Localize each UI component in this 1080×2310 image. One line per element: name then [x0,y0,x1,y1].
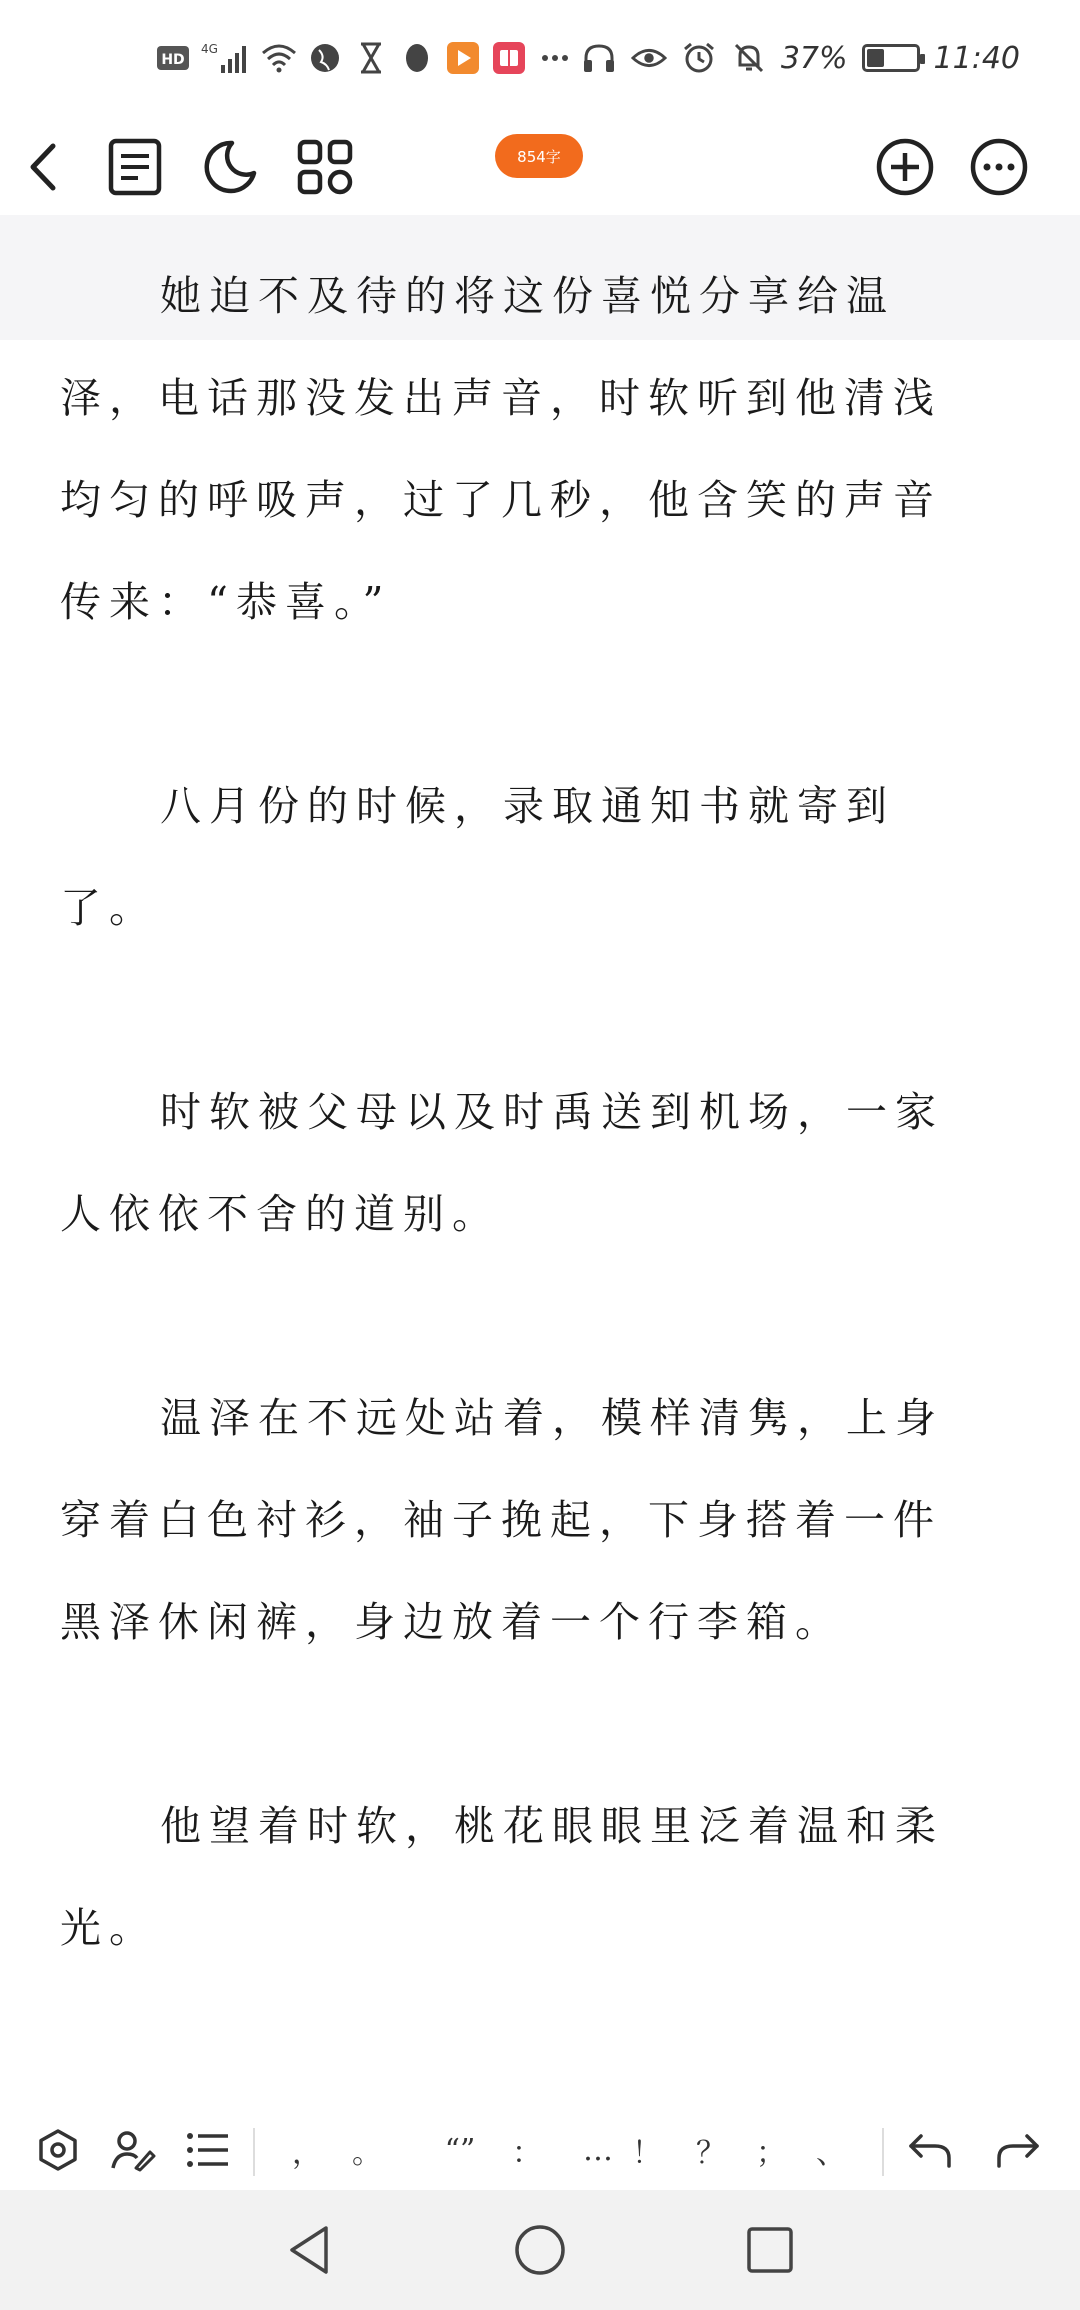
paragraph[interactable]: 八月份的时候，录取通知书就寄到了。 [60,782,895,932]
moon-icon [202,139,258,195]
punct-colon-button[interactable]: ： [512,2136,542,2171]
reader-app-icon [491,40,527,76]
nav-home-button[interactable] [510,2220,570,2280]
punct-question-button[interactable]: ？ [696,2136,726,2171]
list-icon [186,2130,230,2170]
back-arrow-icon [23,142,63,192]
status-right-icons [581,40,1020,76]
redo-icon [995,2132,1041,2168]
status-bar [0,0,1080,120]
signal-icon [201,40,251,76]
document-icon [108,138,162,196]
svg-text:HD: HD [161,52,185,68]
punct-semicolon-button[interactable]: ； [756,2136,786,2171]
hd-icon [155,40,191,76]
night-mode-button[interactable] [195,132,265,202]
more-notifications-icon [537,40,573,76]
hexagon-settings-icon [36,2128,80,2172]
square-recents-icon [740,2220,800,2280]
grid-menu-button[interactable] [290,132,360,202]
wifi-icon [261,40,297,76]
globe-icon [307,40,343,76]
battery-percent: 37% [780,40,848,76]
plus-circle-icon [875,137,935,197]
outline-button[interactable] [100,132,170,202]
undo-icon [907,2132,953,2168]
add-button[interactable] [870,132,940,202]
alarm-icon [681,40,717,76]
undo-button[interactable] [900,2120,960,2180]
punct-quotes-button[interactable]: “” [444,2132,476,2168]
paragraph[interactable]: 他望着时软，桃花眼眼里泛着温和柔光。 [60,1802,944,1952]
handwriting-button[interactable] [105,2120,161,2180]
paragraph[interactable]: 温泽在不远处站着，模样清隽，上身穿着白色衬衫，袖子挽起，下身搭着一件黑泽休闲裤，身边放着一个行李箱。 [60,1394,944,1646]
nav-recents-button[interactable] [740,2220,800,2280]
paragraph[interactable]: 时软被父母以及时禹送到机场，一家人依依不舍的道别。 [60,1088,944,1238]
word-count-badge[interactable]: 854字 [495,134,583,178]
status-left-icons [155,40,573,76]
punct-comma-button[interactable]: ， [292,2136,322,2171]
nav-back-button[interactable] [280,2220,340,2280]
article-body[interactable] [60,245,980,1979]
battery-icon [862,44,920,72]
eye-comfort-icon [631,40,667,76]
paragraph[interactable]: 她迫不及待的将这份喜悦分享给温泽，电话那没发出声音，时软听到他清浅均匀的呼吸声，过了几秒，他含笑的声音传来：“恭喜。” [60,272,942,626]
system-nav-bar [0,2190,1080,2310]
punct-enumeration-comma-button[interactable]: 、 [816,2136,846,2171]
triangle-back-icon [280,2220,340,2280]
qq-penguin-icon [399,40,435,76]
grid-icon [297,139,353,195]
video-app-icon [445,40,481,76]
settings-button[interactable] [30,2120,86,2180]
headphones-icon [581,40,617,76]
clock: 11:40 [933,40,1020,76]
mute-icon [731,40,767,76]
punct-exclamation-button[interactable]: ！ [632,2136,662,2171]
circle-home-icon [510,2220,570,2280]
network-type-label: 4G [201,42,218,56]
punct-period-button[interactable]: 。 [352,2136,382,2171]
more-circle-icon [969,137,1029,197]
list-button[interactable] [180,2120,236,2180]
hourglass-icon [353,40,389,76]
battery-level [867,49,884,67]
handwriting-icon [110,2128,156,2172]
more-options-button[interactable] [964,132,1034,202]
back-button[interactable] [8,132,78,202]
punct-ellipsis-button[interactable]: … [583,2132,613,2168]
divider [253,2128,255,2176]
divider [882,2128,884,2176]
redo-button[interactable] [988,2120,1048,2180]
